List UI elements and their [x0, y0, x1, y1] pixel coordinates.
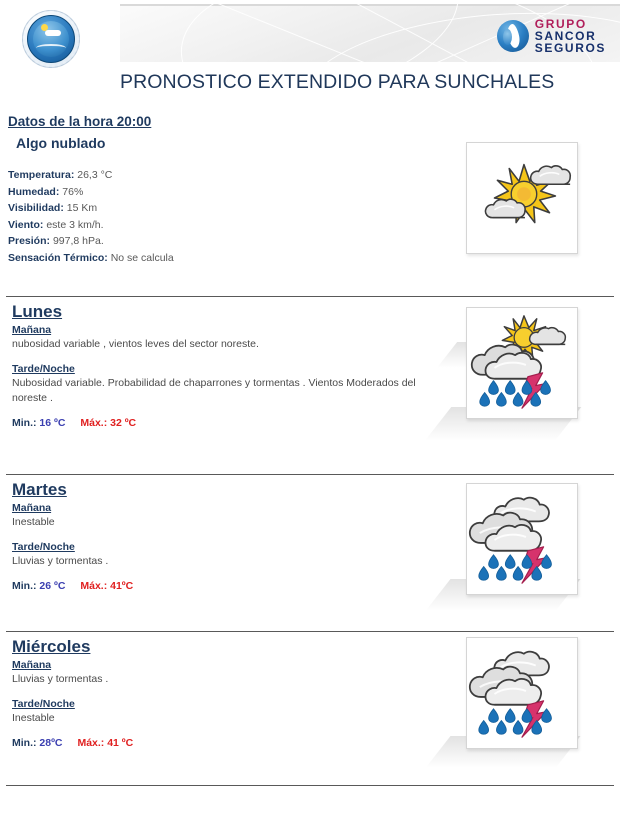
- measurement-value: 26,3 °C: [77, 169, 113, 181]
- morning-label: Mañana: [12, 324, 52, 336]
- measurement-label: Temperatura:: [8, 169, 75, 181]
- measurement-value: este 3 km/h.: [46, 218, 104, 231]
- clouds-rain-thunder-icon: [467, 638, 577, 748]
- miercoles-weather-icon-box: [466, 637, 578, 749]
- measurement-label: Humedad:: [8, 185, 60, 198]
- min-value: 28ºC: [39, 737, 63, 749]
- martes-weather-icon-box: [466, 483, 578, 595]
- current-condition: Algo nublado: [16, 135, 106, 151]
- max-value: Máx.: 41 ºC: [77, 737, 134, 749]
- morning-label: Mañana: [12, 502, 52, 514]
- min-label: Min.:: [12, 580, 37, 592]
- day-section-martes: [0, 475, 620, 631]
- evening-text: Inestable: [12, 712, 55, 724]
- sun-behind-clouds-icon: [467, 143, 577, 253]
- measurement-label: Presión:: [8, 235, 51, 247]
- brand-line-seguros: SEGUROS: [534, 41, 606, 56]
- measurement-label: Sensación Térmico:: [8, 251, 108, 264]
- measurement-value: 997,8 hPa.: [52, 235, 104, 247]
- page-title: PRONOSTICO EXTENDIDO PARA SUNCHALES: [120, 71, 555, 93]
- smn-seal-logo: [22, 10, 80, 68]
- evening-text: Lluvias y tormentas .: [12, 555, 109, 567]
- measurement-label: Viento:: [8, 218, 44, 231]
- day-section-lunes: [0, 297, 620, 474]
- measurement-value: 15 Km: [66, 202, 98, 214]
- morning-text: Lluvias y tormentas .: [12, 673, 109, 685]
- current-weather-icon-box: [466, 142, 578, 254]
- day-title: Miércoles: [12, 637, 91, 656]
- sancor-seguros-logo: [497, 18, 606, 55]
- brand-line-sancor: SANCOR: [534, 29, 597, 44]
- evening-text: Nubosidad variable. Probabilidad de chaparrones y tormentas . Vientos Moderados del noreste .: [12, 377, 416, 404]
- evening-label: Tarde/Noche: [12, 541, 75, 553]
- measurement-value: No se calcula: [110, 251, 174, 264]
- max-value: Máx.: 41ºC: [80, 580, 134, 592]
- max-value: Máx.: 32 ºC: [80, 417, 137, 429]
- min-value: 16 ºC: [39, 417, 66, 429]
- min-label: Min.:: [12, 417, 37, 429]
- current-conditions-section: [0, 114, 620, 296]
- measurement-label: Visibilidad:: [8, 202, 64, 214]
- day-title: Lunes: [12, 302, 63, 321]
- morning-label: Mañana: [12, 659, 52, 671]
- lunes-weather-icon-box: [466, 307, 578, 419]
- brand-line-grupo: GRUPO: [534, 17, 587, 31]
- sun-clouds-rain-thunder-icon: [467, 308, 577, 418]
- min-label: Min.:: [12, 737, 37, 749]
- evening-label: Tarde/Noche: [12, 698, 75, 710]
- min-value: 26 ºC: [39, 580, 66, 592]
- evening-label: Tarde/Noche: [12, 363, 75, 375]
- measurement-value: 76%: [62, 185, 84, 198]
- section-divider-bottom: [6, 785, 614, 786]
- day-title: Martes: [12, 480, 67, 499]
- sancor-swirl-icon: [497, 20, 529, 52]
- current-heading: Datos de la hora 20:00: [8, 114, 152, 129]
- day-section-miercoles: [0, 632, 620, 785]
- morning-text: nubosidad variable , vientos leves del sector noreste.: [12, 338, 259, 350]
- morning-text: Inestable: [12, 516, 55, 528]
- forecast-content: [0, 108, 620, 786]
- clouds-rain-thunder-icon: [467, 484, 577, 594]
- page-header: [0, 0, 620, 66]
